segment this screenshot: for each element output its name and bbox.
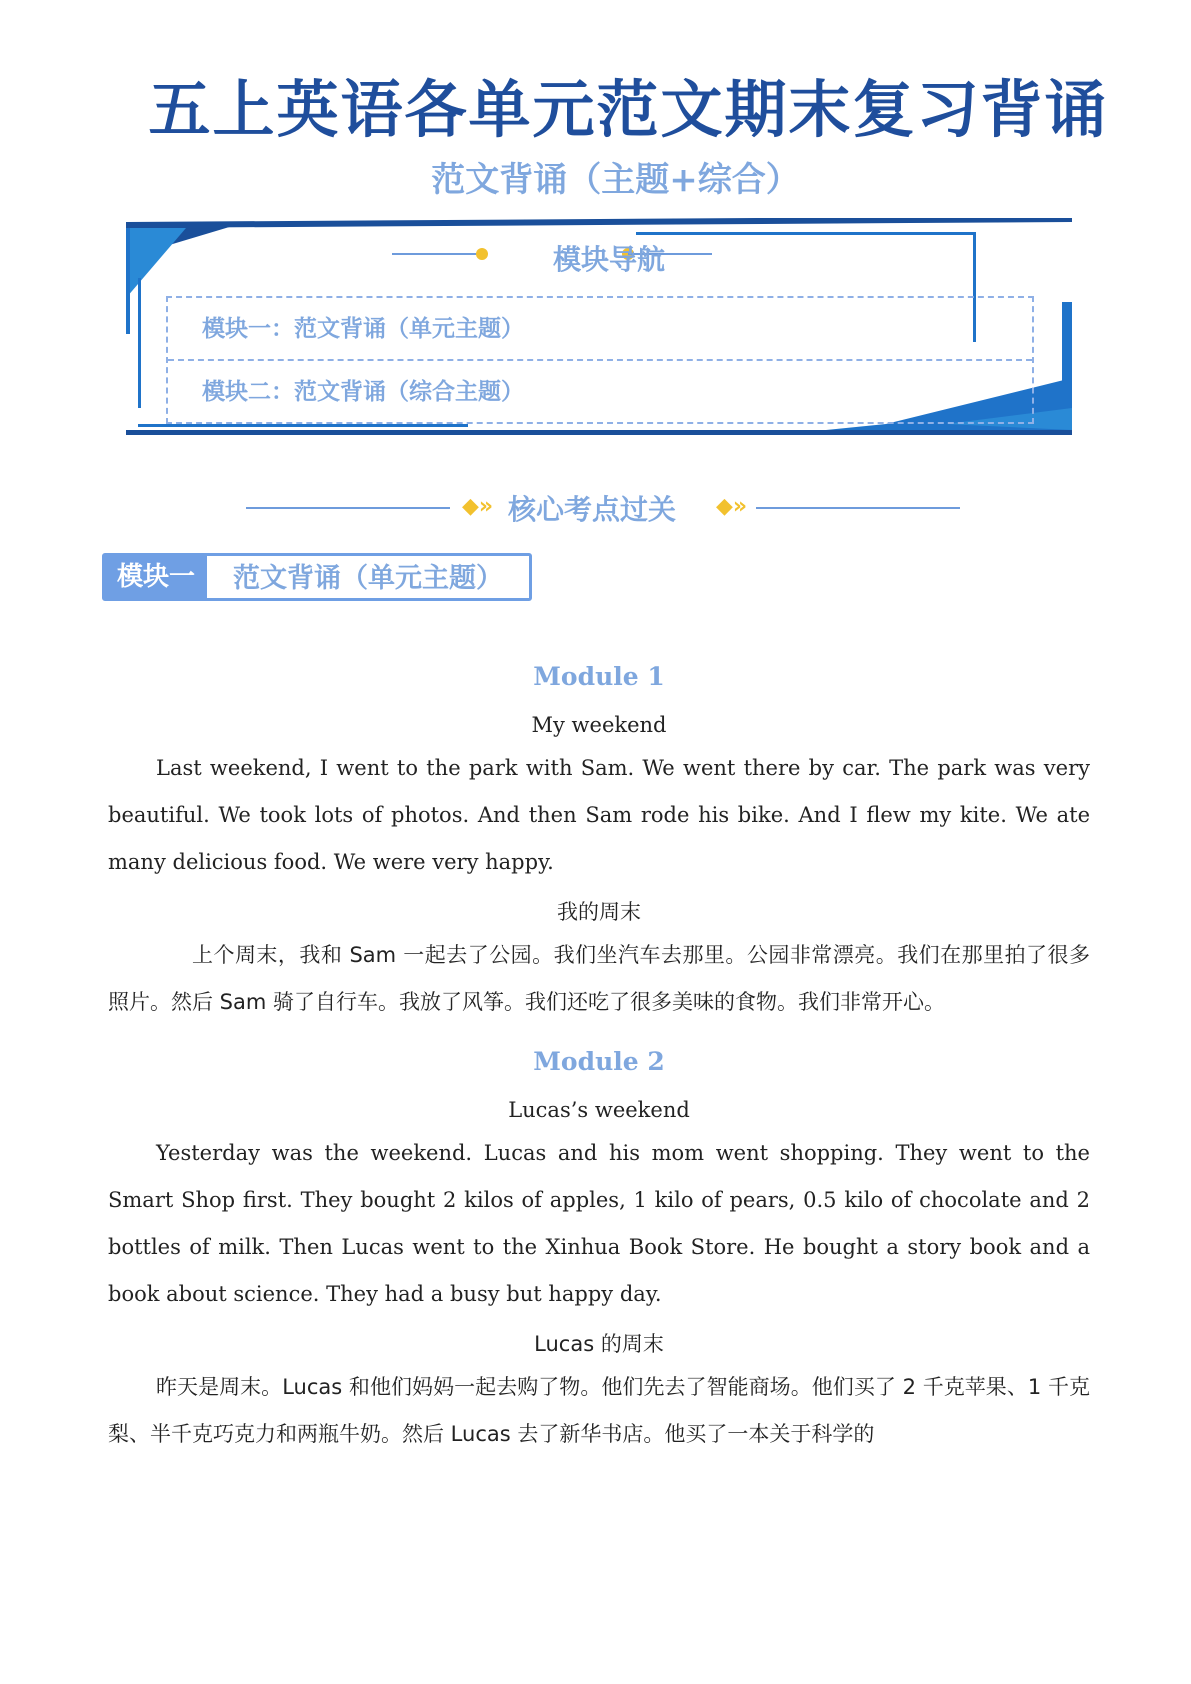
module-2-english-text: Yesterday was the weekend. Lucas and his mom went shopping. They went to the Smart Shop first. They bought 2 kilos of apples, 1 kilo of pears, 0.5 kilo of chocolate and 2 bottles of milk. Then Lucas went to the Xinhua Book Store. He bought a story book and a book about science. They had a busy but happy day. (108, 1141, 1090, 1306)
module-1-chinese-title: 我的周末 (557, 900, 641, 924)
module-2-heading: Module 2 (533, 1047, 665, 1076)
navigation-list (166, 296, 1034, 424)
diamond-icon-left: ◆» (462, 494, 494, 519)
diamond-icon-right: ◆» (716, 494, 748, 519)
module-navigation-box (126, 218, 1072, 452)
module-2-english-title: Lucas’s weekend (508, 1098, 690, 1122)
divider-line-right (756, 507, 960, 509)
document-subtitle: 范文背诵（主题+综合） (431, 160, 800, 200)
module-2-chinese-text: 昨天是周末。Lucas 和他们妈妈一起去购了物。他们先去了智能商场。他们买了 2 千克苹果、1 千克梨、半千克巧克力和两瓶牛奶。然后 Lucas 去了新华书店。他买了一本关于科学的 (108, 1375, 1090, 1446)
navigation-item-module-2[interactable]: 模块二：范文背诵（综合主题） (168, 359, 1032, 422)
module-1-heading: Module 1 (533, 662, 665, 691)
core-heading: 核心考点过关 (508, 493, 677, 526)
module-2-chinese-title: Lucas 的周末 (534, 1332, 664, 1356)
divider-line-left (246, 507, 450, 509)
module-tag-label: 模块一 (105, 556, 207, 598)
module-1-english-title: My weekend (531, 713, 667, 737)
navigation-heading: 模块导航 (552, 243, 665, 276)
module-1-english-text: Last weekend, I went to the park with Sam. We went there by car. The park was very beautiful. We took lots of photos. And then Sam rode his bike. And I flew my kite. We ate many delicious food. We were very happy. (108, 756, 1090, 874)
navigation-item-module-1[interactable]: 模块一：范文背诵（单元主题） (202, 315, 524, 342)
module-tag-title: 范文背诵（单元主题） (233, 563, 503, 594)
core-heading-row (0, 488, 1191, 528)
document-title: 五上英语各单元范文期末复习背诵 (148, 73, 1109, 146)
essay-content (108, 655, 1090, 1458)
module-tag (102, 553, 532, 601)
module-1-chinese-text: 上个周末，我和 Sam 一起去了公园。我们坐汽车去那里。公园非常漂亮。我们在那里拍了很多照片。然后 Sam 骑了自行车。我放了风筝。我们还吃了很多美味的食物。我们非常开心。 (108, 943, 1090, 1014)
